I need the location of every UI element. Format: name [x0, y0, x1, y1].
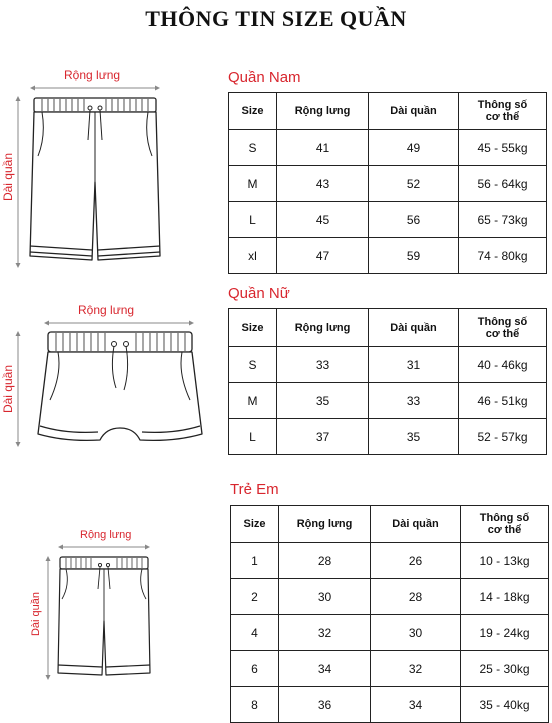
table-row: [229, 347, 547, 383]
cell-waist: 30: [279, 579, 371, 615]
kids-shorts-illustration: [56, 555, 152, 683]
cell-length: 49: [369, 130, 459, 166]
cell-length: 28: [371, 579, 461, 615]
table-header-row: [229, 309, 547, 347]
cell-length: 31: [369, 347, 459, 383]
cell-size: S: [229, 347, 277, 383]
cell-length: 52: [369, 166, 459, 202]
header-body: Thông số cơ thể: [459, 309, 547, 347]
kids-waist-arrow: [58, 543, 150, 551]
cell-body: 19 - 24kg: [461, 615, 549, 651]
header-body: Thông số cơ thể: [461, 506, 549, 543]
header-body: Thông số cơ thể: [459, 93, 547, 130]
kids-length-arrow: [44, 556, 52, 680]
cell-body: 65 - 73kg: [459, 202, 547, 238]
cell-waist: 36: [279, 687, 371, 723]
cell-waist: 32: [279, 615, 371, 651]
cell-length: 33: [369, 383, 459, 419]
cell-length: 30: [371, 615, 461, 651]
table-row: [231, 651, 549, 687]
cell-size: L: [229, 202, 277, 238]
cell-body: 35 - 40kg: [461, 687, 549, 723]
table-row: [229, 383, 547, 419]
cell-size: S: [229, 130, 277, 166]
table-row: [231, 543, 549, 579]
cell-waist: 28: [279, 543, 371, 579]
cell-waist: 34: [279, 651, 371, 687]
men-size-table: [228, 92, 547, 274]
header-length: Dài quần: [369, 93, 459, 130]
cell-length: 26: [371, 543, 461, 579]
women-size-table: [228, 308, 547, 455]
cell-waist: 43: [277, 166, 369, 202]
cell-waist: 47: [277, 238, 369, 274]
header-length: Dài quần: [371, 506, 461, 543]
cell-body: 74 - 80kg: [459, 238, 547, 274]
cell-length: 35: [369, 419, 459, 455]
women-table-title: Quần Nữ: [228, 285, 290, 302]
header-size: Size: [231, 506, 279, 543]
table-row: [229, 202, 547, 238]
table-row: [229, 166, 547, 202]
cell-waist: 37: [277, 419, 369, 455]
kids-table-title: Trẻ Em: [230, 481, 279, 498]
cell-size: M: [229, 166, 277, 202]
men-table-title: Quần Nam: [228, 69, 301, 86]
table-header-row: [231, 506, 549, 543]
cell-size: 1: [231, 543, 279, 579]
cell-waist: 41: [277, 130, 369, 166]
kids-size-table: [230, 505, 549, 723]
cell-size: 2: [231, 579, 279, 615]
length-label-kids: Dài quần: [30, 591, 42, 637]
cell-waist: 35: [277, 383, 369, 419]
header-waist: Rộng lưng: [277, 309, 369, 347]
cell-size: 4: [231, 615, 279, 651]
cell-body: 25 - 30kg: [461, 651, 549, 687]
men-shorts-illustration: [28, 96, 162, 272]
men-length-arrow: [14, 96, 22, 268]
header-size: Size: [229, 93, 277, 130]
header-waist: Rộng lưng: [279, 506, 371, 543]
table-row: [229, 130, 547, 166]
cell-length: 32: [371, 651, 461, 687]
cell-body: 46 - 51kg: [459, 383, 547, 419]
cell-size: 8: [231, 687, 279, 723]
cell-length: 34: [371, 687, 461, 723]
cell-size: xl: [229, 238, 277, 274]
cell-length: 59: [369, 238, 459, 274]
table-header-row: [229, 93, 547, 130]
women-shorts-illustration: [36, 330, 204, 448]
header-size: Size: [229, 309, 277, 347]
cell-body: 56 - 64kg: [459, 166, 547, 202]
length-label-women: Dài quần: [1, 364, 15, 414]
page-title: THÔNG TIN SIZE QUẦN: [145, 6, 407, 31]
length-label-men: Dài quần: [1, 152, 15, 202]
cell-body: 14 - 18kg: [461, 579, 549, 615]
table-row: [229, 419, 547, 455]
cell-body: 40 - 46kg: [459, 347, 547, 383]
cell-size: 6: [231, 651, 279, 687]
waist-label-kids: Rộng lưng: [80, 529, 132, 541]
women-length-arrow: [14, 331, 22, 447]
table-row: [231, 687, 549, 723]
waist-label-men: Rộng lưng: [64, 68, 121, 82]
cell-size: M: [229, 383, 277, 419]
header-length: Dài quần: [369, 309, 459, 347]
table-row: [229, 238, 547, 274]
cell-size: L: [229, 419, 277, 455]
cell-body: 45 - 55kg: [459, 130, 547, 166]
cell-waist: 45: [277, 202, 369, 238]
cell-body: 52 - 57kg: [459, 419, 547, 455]
women-waist-arrow: [44, 319, 194, 327]
men-waist-arrow: [30, 84, 160, 92]
waist-label-women: Rộng lưng: [78, 303, 135, 317]
table-row: [231, 615, 549, 651]
header-waist: Rộng lưng: [277, 93, 369, 130]
cell-body: 10 - 13kg: [461, 543, 549, 579]
cell-waist: 33: [277, 347, 369, 383]
table-row: [231, 579, 549, 615]
cell-length: 56: [369, 202, 459, 238]
